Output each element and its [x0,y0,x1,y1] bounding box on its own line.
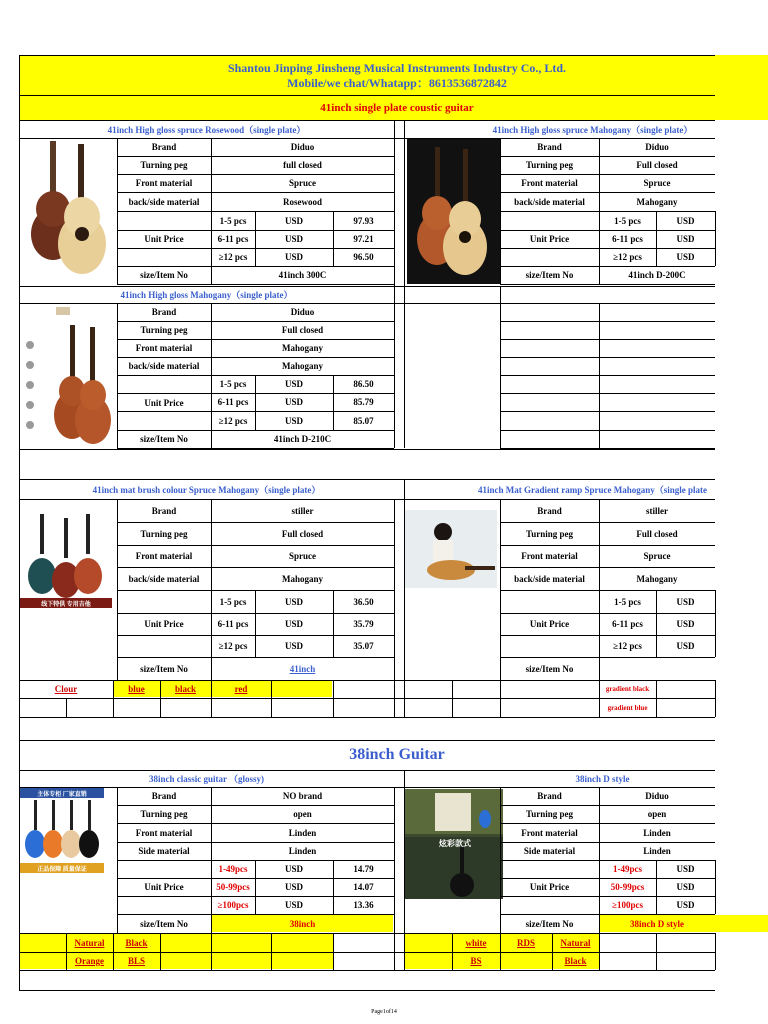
p3-label-size: size/Item No [140,434,188,444]
p1-front-value: Spruce [289,178,316,188]
p1-tier-2: 6-11 pcs [217,234,249,244]
p3-currency-1: USD [284,379,303,389]
p3-currency-2: USD [284,397,303,407]
p5-tier-2: 6-11 pcs [612,619,643,629]
p4-label-peg: Turning peg [140,528,188,539]
product-title-p6: 38inch classic guitar （glossy) [148,774,265,784]
p6-currency-3: USD [284,900,303,910]
colour-gradient-blue: gradient blue [607,703,648,712]
p7-label-size: size/Item No [525,918,574,929]
colour-bls: BLS [127,956,145,966]
p5-label-back: back/side material [514,573,585,584]
p4-brand-value: stiller [291,505,314,516]
p6-currency-2: USD [284,882,303,892]
colour-bs: BS [470,956,482,966]
p7-tier-1: 1-49pcs [613,864,642,874]
product-image-p4 [20,510,112,608]
p4-price-2: 35.79 [353,619,374,629]
p6-label-price: Unit Price [144,882,184,892]
p1-price-2: 97.21 [353,234,374,244]
p6-label-front: Front material [135,827,193,838]
p4-price-1: 36.50 [353,596,374,607]
product-image-p6 [20,788,104,873]
p6-item-no: 38inch [289,918,316,929]
p4-item-no: 41inch [289,663,316,674]
p4-currency-2: USD [284,619,303,629]
p3-item-no: 41inch D-210C [273,434,332,444]
p6-label-brand: Brand [151,791,177,801]
product-title-p3: 41inch High gloss Mahogany（single plate） [120,290,293,300]
p4-peg-value: Full closed [281,528,324,539]
p2-tier-2: 6-11 pcs [612,234,643,244]
p6-tier-3: ≥100pcs [217,900,249,910]
p2-label-peg: Turning peg [526,160,573,170]
p6-price-1: 14.79 [353,864,374,874]
product-title-p5: 41inch Mat Gradient ramp Spruce Mahogany（single plate [478,485,707,495]
colour-black-d: Black [564,956,587,966]
p1-price-1: 97.93 [353,215,374,226]
contact-info: Mobile/we chat/Whatapp：8613536872842 [287,75,507,90]
p3-front-value: Mahogany [281,343,323,353]
colour-red: red [234,684,248,694]
colour-natural: Natural [74,937,105,948]
p4-currency-1: USD [284,596,303,607]
p1-currency-2: USD [284,234,303,244]
p5-currency-3: USD [676,641,695,651]
p7-tier-2: 50-99pcs [610,882,645,892]
p7-currency-3: USD [676,900,695,910]
p1-price-3: 96.50 [353,252,374,262]
p1-label-back: back/side material [128,196,200,207]
p5-currency-2: USD [676,619,695,629]
p2-tier-3: ≥12 pcs [613,252,642,262]
colour-black: black [174,684,196,694]
p3-label-brand: Brand [151,307,177,317]
p1-label-size: size/Item No [140,270,188,280]
p1-tier-3: ≥12 pcs [218,252,248,262]
p4-label-brand: Brand [151,505,177,516]
p3-back-value: Mahogany [281,361,323,371]
p2-label-brand: Brand [537,142,562,152]
p3-currency-3: USD [284,415,303,426]
p3-tier-2: 6-11 pcs [217,397,249,407]
p3-tier-3: ≥12 pcs [218,415,248,426]
p6-peg-value: open [293,809,312,819]
p4-label-size: size/Item No [140,663,188,674]
p5-currency-1: USD [676,596,695,607]
p3-label-peg: Turning peg [140,325,188,335]
p4-label-front: Front material [135,551,193,561]
p5-label-size: size/Item No [525,663,574,674]
p1-label-peg: Turning peg [140,160,188,170]
p5-tier-3: ≥12 pcs [613,641,642,651]
p3-price-1: 86.50 [353,379,374,389]
p1-label-brand: Brand [151,142,177,152]
p1-brand-value: Diduo [290,142,315,152]
p6-currency-1: USD [284,864,303,874]
p2-peg-value: Full closed [636,160,678,170]
p6-tier-1: 1-49pcs [218,864,248,874]
colour-label: Clour [54,684,78,694]
colour-orange: Orange [75,956,104,966]
p4-front-value: Spruce [289,551,316,561]
p2-back-value: Mahogany [636,196,678,207]
image-top-caption-p6: 主体专柜 厂家直销 [37,791,87,798]
p4-tier-3: ≥12 pcs [218,641,248,651]
p6-side-value: Linden [288,846,317,856]
p1-tier-1: 1-5 pcs [219,215,247,226]
p7-label-side: Side material [523,846,576,856]
company-name: Shantou Jinping Jinsheng Musical Instruments Industry Co., Ltd. [227,60,567,75]
p7-front-value: Linden [643,827,671,838]
p1-item-no: 41inch 300C [278,270,327,280]
p1-label-price: Unit Price [144,233,184,244]
p6-tier-2: 50-99pcs [216,882,250,892]
p5-peg-value: Full closed [636,528,678,539]
image-caption-p7: 炫彩款式 [439,838,471,848]
p5-brand-value: stiller [646,505,668,516]
p4-back-value: Mahogany [281,573,323,584]
p7-label-price: Unit Price [529,882,570,892]
product-image-p3 [20,305,117,450]
p3-tier-1: 1-5 pcs [219,379,247,389]
p7-peg-value: open [647,809,667,819]
p7-item-no: 38inch D style [630,918,684,929]
colour-blue: blue [128,684,145,694]
p4-tier-2: 6-11 pcs [217,619,249,629]
p7-tier-3: ≥100pcs [612,900,643,910]
p6-label-size: size/Item No [140,918,188,929]
p5-label-front: Front material [521,551,578,561]
product-title-p7: 38inch D style [575,773,630,784]
p2-currency-2: USD [676,234,695,244]
product-image-p2 [407,139,501,284]
p3-label-back: back/side material [128,361,200,371]
p4-price-3: 35.07 [353,641,374,651]
colour-white: white [465,937,487,948]
product-image-p7 [405,789,503,899]
p3-brand-value: Diduo [290,307,315,317]
p5-front-value: Spruce [643,551,671,561]
colour-black-38: Black [125,937,148,948]
p4-tier-1: 1-5 pcs [219,596,247,607]
product-image-p5 [405,510,497,588]
p2-label-front: Front material [521,178,578,188]
p2-tier-1: 1-5 pcs [614,215,641,226]
p7-label-front: Front material [521,827,578,838]
p6-label-peg: Turning peg [140,809,188,819]
product-title-p2: 41inch High gloss spruce Mahogany（single plate） [492,125,693,135]
colour-rds: RDS [516,937,535,948]
image-bottom-caption-p6: 正品保障 质量保证 [37,866,87,873]
p5-tier-1: 1-5 pcs [614,596,641,607]
p6-price-2: 14.07 [353,882,374,892]
p2-currency-3: USD [676,252,695,262]
p2-label-back: back/side material [514,196,585,207]
p6-brand-value: NO brand [282,791,323,801]
p3-price-2: 85.79 [353,397,374,407]
colour-natural-d: Natural [560,937,591,948]
p5-label-price: Unit Price [529,618,570,629]
p2-item-no: 41inch D-200C [628,270,686,280]
p5-back-value: Mahogany [636,573,678,584]
p3-price-3: 85.07 [353,415,374,426]
p5-label-peg: Turning peg [526,528,573,539]
p2-front-value: Spruce [643,178,671,188]
p1-peg-value: full closed [283,160,322,170]
section-title-41inch: 41inch single plate coustic guitar [320,102,474,114]
p3-label-price: Unit Price [144,397,184,408]
p5-label-brand: Brand [537,505,562,516]
p7-brand-value: Diduo [645,791,669,801]
p7-currency-2: USD [676,882,695,892]
p2-currency-1: USD [676,215,695,226]
p7-label-brand: Brand [537,791,562,801]
p4-currency-3: USD [284,641,303,651]
p4-label-back: back/side material [128,573,200,584]
page-footer: Page1of14 [371,1009,397,1015]
p1-currency-3: USD [284,252,303,262]
product-image-p1 [20,139,117,284]
product-title-p1: 41inch High gloss spruce Rosewood（single plate） [107,125,306,135]
p7-label-peg: Turning peg [526,809,573,819]
p2-label-price: Unit Price [529,233,570,244]
p7-side-value: Linden [643,846,671,856]
p7-currency-1: USD [676,864,695,874]
p4-label-price: Unit Price [144,618,184,629]
p2-label-size: size/Item No [525,270,574,280]
image-caption-p4: 线下特供 专用吉他 [41,601,91,608]
p1-currency-1: USD [284,215,303,226]
product-title-p4: 41inch mat brush colour Spruce Mahogany（single plate） [92,485,321,495]
p1-label-front: Front material [135,178,193,188]
colour-gradient-black: gradient black [605,685,650,693]
p3-label-front: Front material [135,343,193,353]
p6-label-side: Side material [138,846,190,856]
p3-peg-value: Full closed [281,325,324,335]
p2-brand-value: Diduo [645,142,669,152]
p1-back-value: Rosewood [282,196,322,207]
p6-price-3: 13.36 [353,900,374,910]
p6-front-value: Linden [288,827,317,838]
section-title-38inch: 38inch Guitar [349,746,445,763]
